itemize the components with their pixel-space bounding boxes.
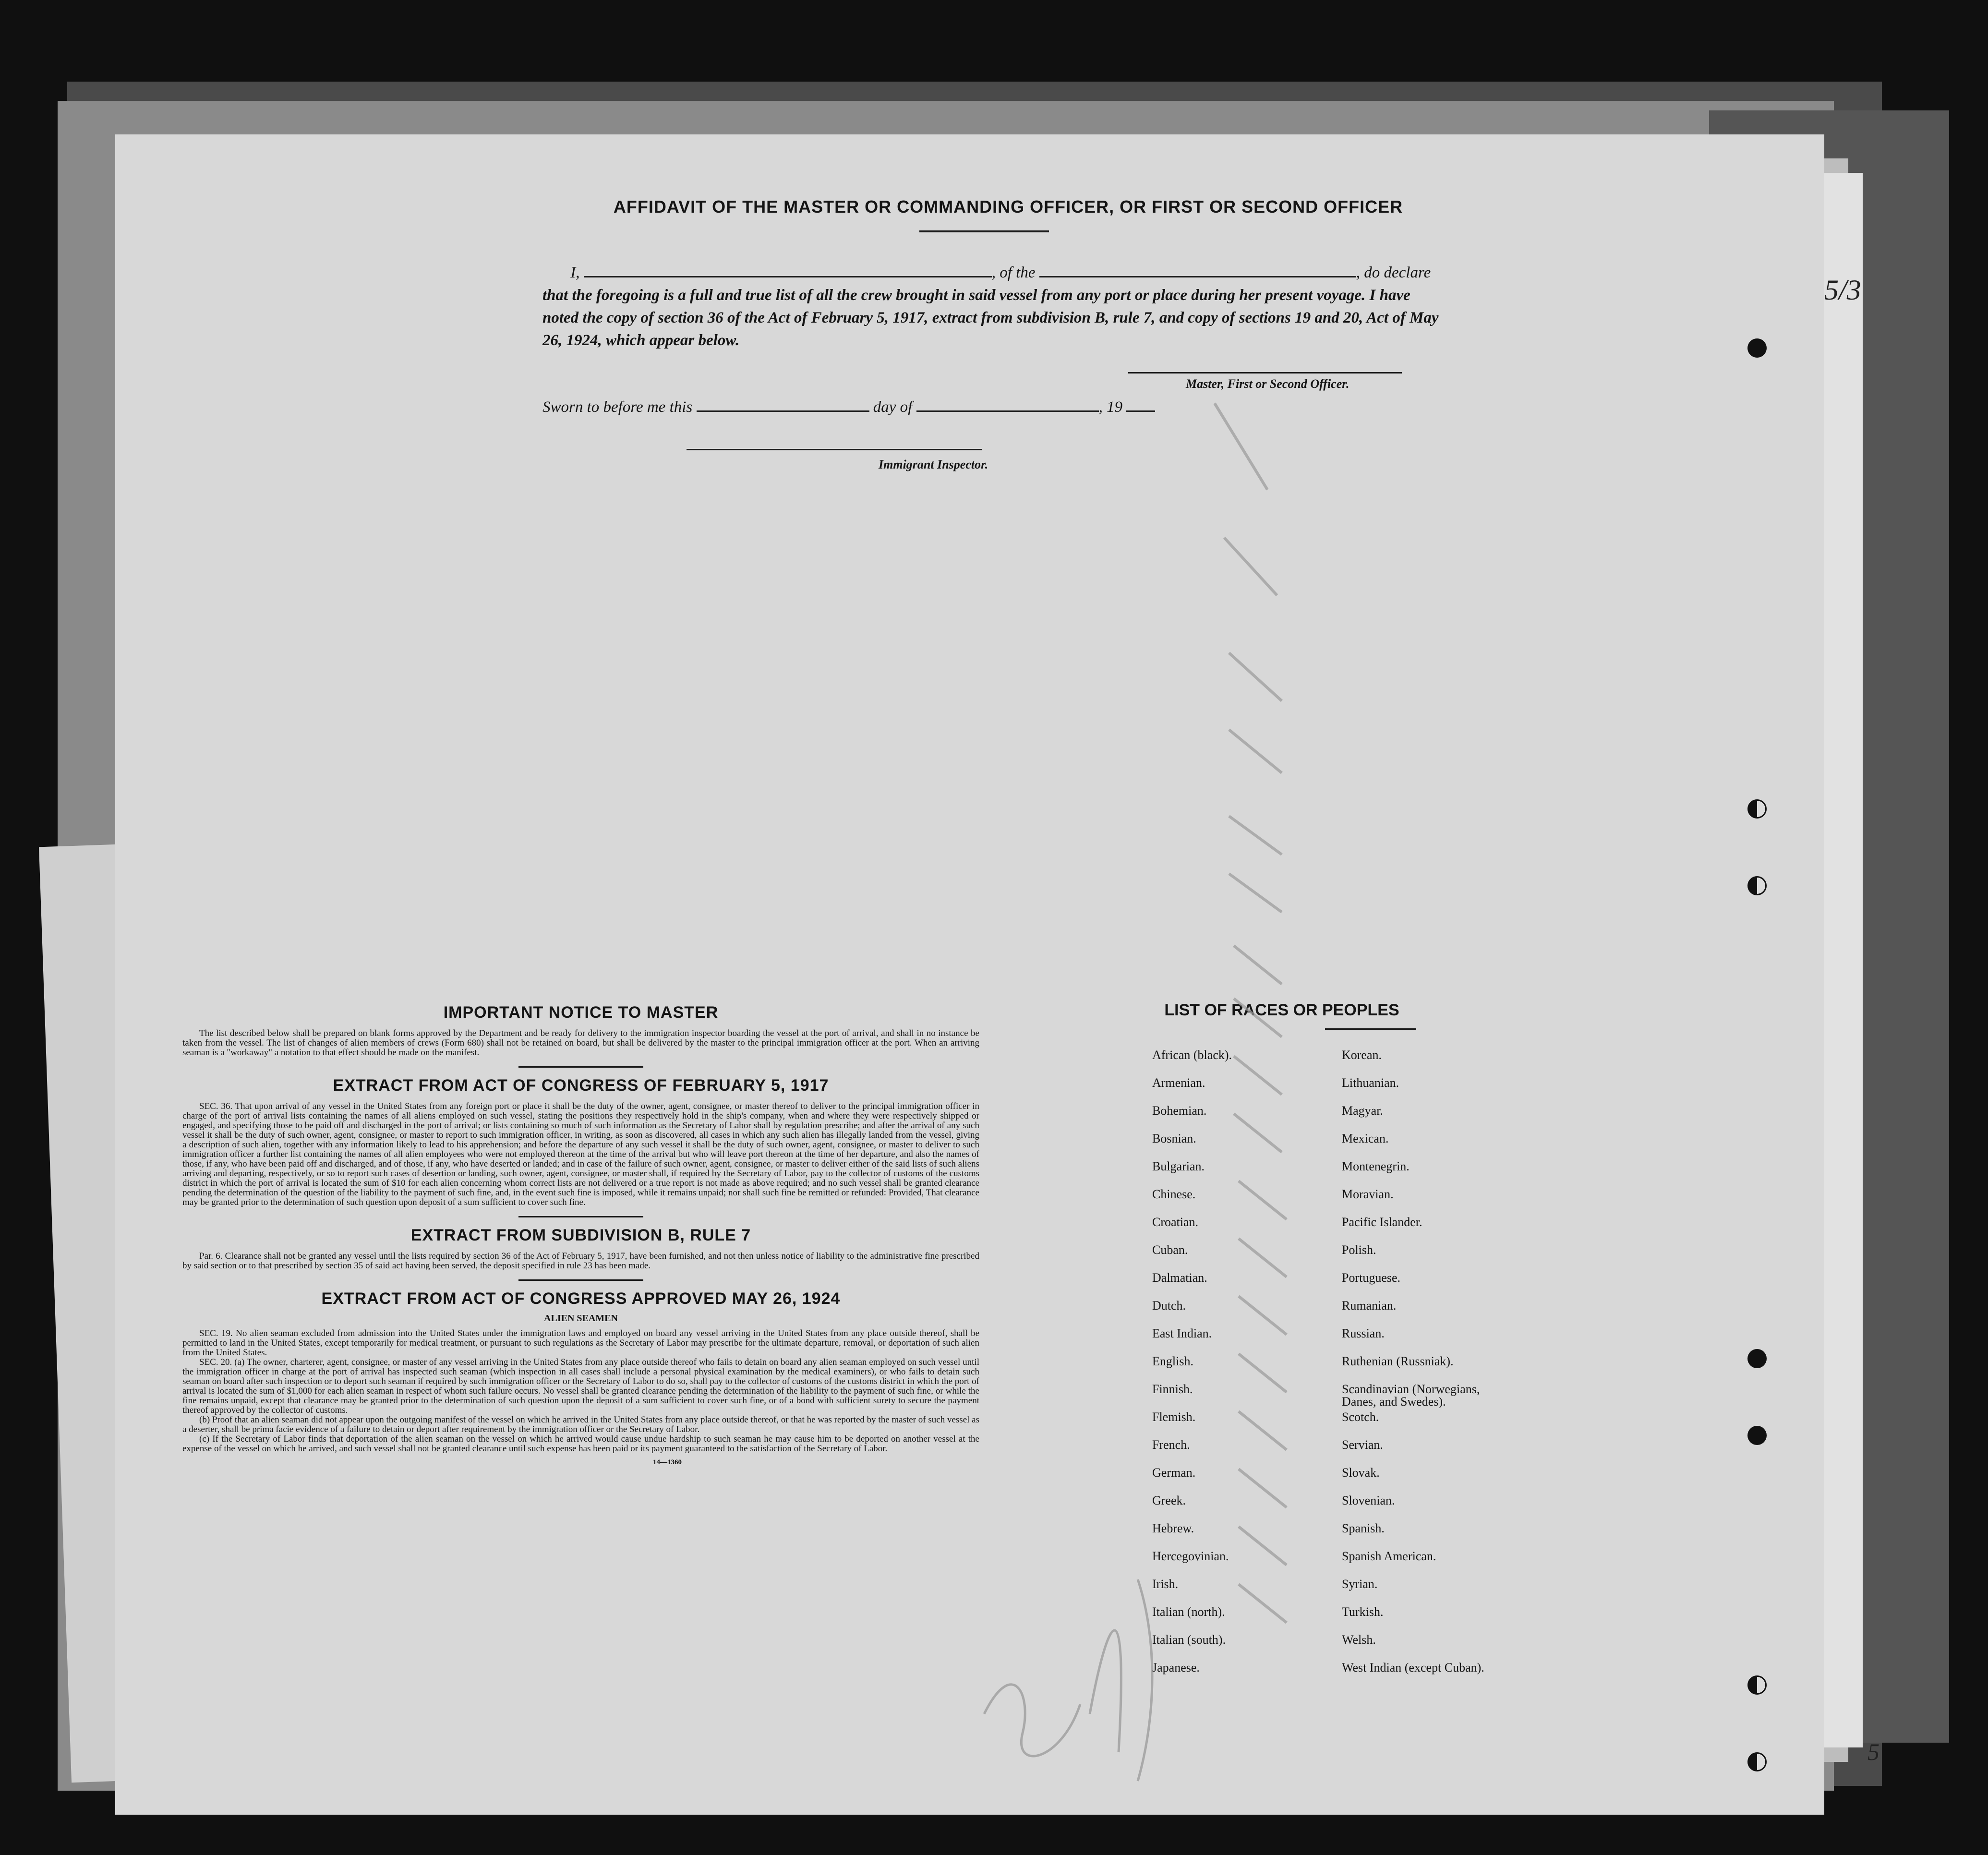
race-item: Bosnian. — [1152, 1132, 1196, 1145]
race-item: Scotch. — [1342, 1410, 1379, 1424]
race-item: Turkish. — [1342, 1605, 1384, 1619]
punch-hole — [1747, 1675, 1767, 1695]
punch-hole — [1747, 799, 1767, 819]
races-title: LIST OF RACES OR PEOPLES — [1164, 1001, 1399, 1019]
race-item: Finnish. — [1152, 1382, 1193, 1396]
extract-1917-text: SEC. 36. That upon arrival of any vessel in the United States from any foreign port or place it shall be the duty of the owner, agent, consignee, or master thereof to deliver to the principal immigration officer in charge of the port of arrival lists containing the names of all aliens employed on such vessel, stating the positions they respectively hold in the ship's company, when and where they were respectively shipped or engaged, and specifying those to be paid off and discharged in the port of arrival; or lists containing so much of such information as the Secretary of Labor shall by regulation prescribe; and after the arrival of any such vessel it shall be the duty of such owner, agent, consignee, or master to report to such immigration officer, in writing, as soon as discovered, all cases in which any such alien has illegally landed from the vessel, giving a description of such alien, together with any information likely to lead to his apprehension; and before the departure of any such vessel it shall be the duty of such owner, agent, consignee, or master to deliver to such immigration officer a further list containing the names of all alien employees who were not employed thereon at the time of the arrival but who will leave port thereon at the time of her departure, and also the names of those, if any, who have been paid off and discharged, and of those, if any, who have deserted or landed; and in case of the failure of such owner, agent, consignee, or master to deliver either of the said lists of such aliens arriving and departing, respectively, or so to report such cases of desertion or landing, such owner, agent, consignee, or master shall, if required by the Secretary of Labor, pay to the collector of customs of the customs district in which the port of arrival is located the sum of $10 for each alien concerning whom correct lists are not delivered or a true report is not made as above required; and no such vessel shall be granted clearance pending the determination of the question of the liability to the payment of such fine, and, in the event such fine is imposed, while it remains unpaid; nor shall such fine be remitted or refunded: Provided, That clearance may be granted prior to the determination of such question upon deposit of a sum sufficient to cover such fine. — [182, 1101, 979, 1207]
race-item: Ruthenian (Russniak). — [1342, 1354, 1454, 1368]
punch-hole — [1747, 876, 1767, 895]
notice-text: The list described below shall be prepared on blank forms approved by the Department and be ready for delivery to the immigration inspector boarding the vessel at the port of arrival, and shall in no instance be taken from the vessel. The list of changes of alien members of crews (Form 680) shall not be retained on board, but shall be delivered by the master to the principal immigration officer at the port. When an arriving seaman is a "workaway" a notation to that effect should be made on the manifest. — [182, 1028, 979, 1058]
race-item: Rumanian. — [1342, 1299, 1397, 1313]
divider — [919, 230, 1049, 232]
race-item: African (black). — [1152, 1048, 1232, 1062]
vessel-blank[interactable] — [1039, 276, 1356, 277]
year-blank[interactable] — [1126, 410, 1155, 412]
sec20a-text: SEC. 20. (a) The owner, charterer, agent, consignee, or master of any vessel arriving in the United States from any place outside thereof who fails to detain on board any alien seaman employed on such vessel until the immigration officer in charge at the port of arrival has inspected such seaman (which inspection in all cases shall include a personal physical examination by the medical examiners), or who fails to detain such seaman on board after such inspection or to deport such seaman if required by such immigration officer or the Secretary of Labor to do so, shall pay to the collector of customs of the customs district in which the port of arrival is located the sum of $1,000 for each alien seaman in respect of whom such failure occurs. No vessel shall be granted clearance pending the determination of the liability to the payment of such fine, or while the fine remains unpaid, except that clearance may be granted prior to the determination of such question upon the deposit of a sum sufficient to cover such fine, or of a bond with sufficient surety to secure the payment thereof approved by the collector of customs. — [182, 1357, 979, 1415]
extract-1924-text — [182, 1329, 979, 1454]
sworn-label: Sworn to before me this — [542, 398, 693, 416]
inspector-label: Immigrant Inspector. — [879, 458, 988, 471]
notice-title: IMPORTANT NOTICE TO MASTER — [443, 1003, 719, 1022]
race-item: Russian. — [1342, 1326, 1385, 1340]
divider — [518, 1216, 643, 1217]
divider — [518, 1066, 643, 1068]
race-item: Croatian. — [1152, 1215, 1199, 1229]
race-item: Dutch. — [1152, 1299, 1186, 1313]
name-blank[interactable] — [584, 276, 992, 277]
race-item: Korean. — [1342, 1048, 1382, 1062]
race-item: Chinese. — [1152, 1187, 1196, 1201]
year-label: , 19 — [1098, 398, 1123, 416]
extract-rule7-title: EXTRACT FROM SUBDIVISION B, RULE 7 — [410, 1226, 751, 1244]
background-sheet — [1824, 173, 1863, 1747]
inspector-signature-line[interactable] — [687, 449, 982, 450]
race-item: Armenian. — [1152, 1076, 1205, 1090]
margin-mark-top: 5/3 — [1824, 274, 1861, 306]
punch-hole — [1747, 1426, 1767, 1445]
alien-seamen-subtitle: ALIEN SEAMEN — [544, 1313, 618, 1324]
affidavit-title: AFFIDAVIT OF THE MASTER OR COMMANDING OFFICER, OR FIRST OR SECOND OFFICER — [613, 197, 1403, 217]
race-item: Hebrew. — [1152, 1521, 1194, 1535]
race-item: Italian (south). — [1152, 1633, 1226, 1647]
of-the-label: , of the — [991, 264, 1036, 281]
left-column — [182, 1003, 979, 1467]
month-blank[interactable] — [916, 410, 1099, 412]
race-item: Montenegrin. — [1342, 1159, 1410, 1173]
race-item: Servian. — [1342, 1438, 1383, 1452]
punch-hole — [1747, 1752, 1767, 1771]
master-signature-label: Master, First or Second Officer. — [1186, 377, 1349, 391]
sec20b-text: (b) Proof that an alien seaman did not appear upon the outgoing manifest of the vessel on which he arrived in the United States from any place outside thereof, or that he was reported by the master of such vessel as a deserter, shall be prima facie evidence of a failure to detain or deport after requirement by the immigration officer or the Secretary of Labor. — [182, 1415, 979, 1434]
crew-list-form-page — [115, 134, 1880, 1815]
race-item: Dalmatian. — [1152, 1271, 1207, 1285]
race-item: Spanish American. — [1342, 1549, 1436, 1563]
punch-hole — [1747, 1349, 1767, 1368]
sec20c-text: (c) If the Secretary of Labor finds that deportation of the alien seaman on the vessel on which he arrived would cause undue hardship to such seaman he may cause him to be deported on another vessel at the expense of the vessel on which he arrived, and such vessel shall not be granted clearance until such expense has been paid or its payment guaranteed to the satisfaction of the Secretary of Labor. — [182, 1434, 979, 1454]
race-item: Lithuanian. — [1342, 1076, 1399, 1090]
race-item: German. — [1152, 1466, 1196, 1480]
race-item: Greek. — [1152, 1494, 1186, 1507]
race-item: Japanese. — [1152, 1661, 1200, 1674]
form-number: 14—1360 — [653, 1458, 682, 1466]
race-item: French. — [1152, 1438, 1190, 1452]
race-item: Syrian. — [1342, 1577, 1378, 1591]
declaration-text: that the foregoing is a full and true list of all the crew brought in said vessel from any port or place during her present voyage. I have noted the copy of section 36 of the Act of February 5, 1917, extract from subdivision B, rule 7, and copy of sections 19 and 20, Act of May 26, 1924, which appear below. — [542, 287, 1439, 349]
race-item: Moravian. — [1342, 1187, 1394, 1201]
race-item: Flemish. — [1152, 1410, 1196, 1424]
race-item: Magyar. — [1342, 1104, 1383, 1118]
handwriting-bleed — [955, 1512, 1243, 1800]
day-of-label: day of — [873, 398, 913, 416]
race-item: Slovak. — [1342, 1466, 1380, 1480]
race-item: Spanish. — [1342, 1521, 1385, 1535]
affidavit-declaration — [542, 262, 1445, 352]
extract-1917-title: EXTRACT FROM ACT OF CONGRESS OF FEBRUARY 5, 1917 — [333, 1076, 829, 1095]
sec19-text: SEC. 19. No alien seaman excluded from admission into the United States under the immigration laws and employed on board any vessel arriving in the United States from any place outside thereof, shall be permitted to land in the United States, except temporarily for medical treatment, or pursuant to such regulations as the Secretary of Labor may prescribe for the ultimate departure, removal, or deportation of such alien from the United States. — [182, 1328, 979, 1358]
race-item: West Indian (except Cuban). — [1342, 1661, 1484, 1674]
race-item: Irish. — [1152, 1577, 1179, 1591]
race-item: Polish. — [1342, 1243, 1376, 1257]
race-item: Slovenian. — [1342, 1494, 1395, 1507]
race-item: English. — [1152, 1354, 1193, 1368]
race-item: Italian (north). — [1152, 1605, 1225, 1619]
extract-rule7-text: Par. 6. Clearance shall not be granted any vessel until the lists required by section 36 of the Act of February 5, 1917, have been furnished, and not then unless notice of liability to the administrative fine prescribed by said section or to that prescribed by section 35 of said act having been served, the deposit specified in rule 23 has been made. — [182, 1251, 979, 1271]
do-declare-label: , do declare — [1356, 264, 1431, 281]
signature-line[interactable] — [1128, 372, 1402, 373]
race-item: Mexican. — [1342, 1132, 1389, 1145]
race-item: East Indian. — [1152, 1326, 1212, 1340]
race-item: Welsh. — [1342, 1633, 1376, 1647]
race-item: Hercegovinian. — [1152, 1549, 1229, 1563]
race-item: Portuguese. — [1342, 1271, 1401, 1285]
punch-hole — [1747, 338, 1767, 358]
extract-1924-title: EXTRACT FROM ACT OF CONGRESS APPROVED MAY 26, 1924 — [321, 1289, 841, 1308]
divider — [518, 1279, 643, 1281]
race-item: Bulgarian. — [1152, 1159, 1205, 1173]
race-item: Pacific Islander. — [1342, 1215, 1422, 1229]
race-item: Scandinavian (Norwegians, Danes, and Swedes). — [1342, 1382, 1480, 1409]
i-label: I, — [570, 264, 580, 281]
day-blank[interactable] — [697, 410, 869, 412]
race-item: Bohemian. — [1152, 1104, 1207, 1118]
margin-mark-bottom: 5 — [1868, 1738, 1880, 1765]
race-item: Cuban. — [1152, 1243, 1188, 1257]
